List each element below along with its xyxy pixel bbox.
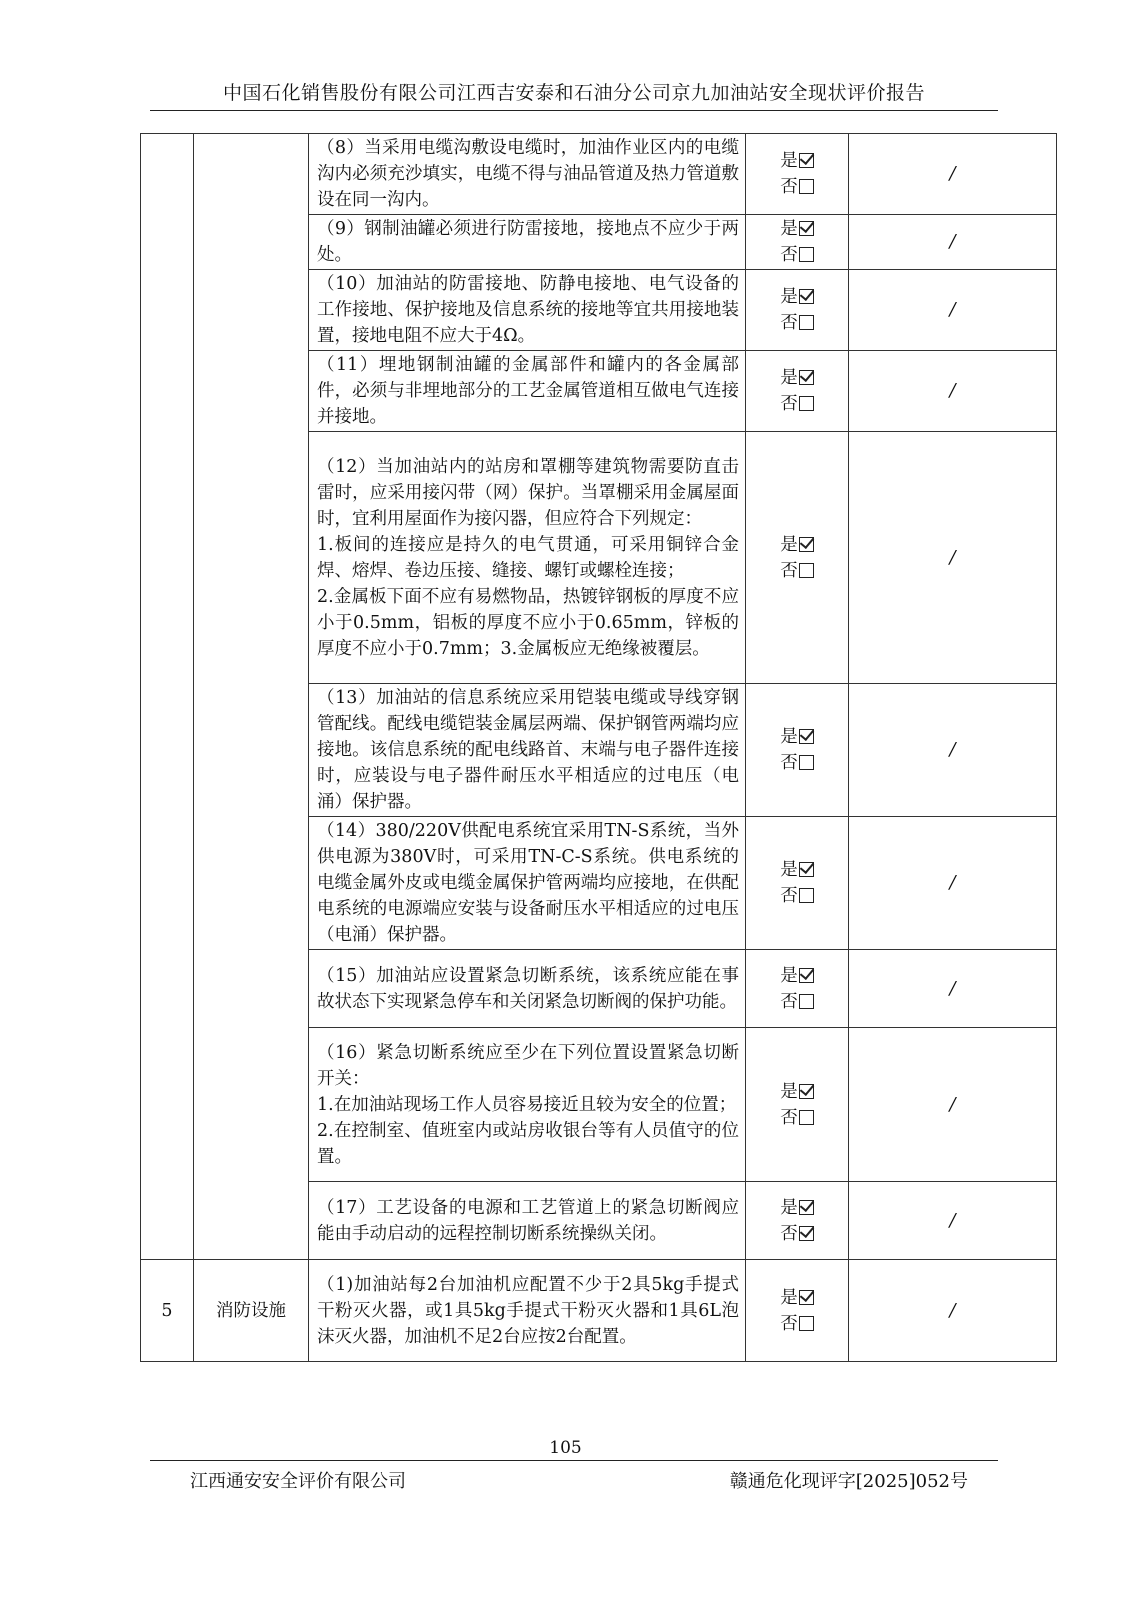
- checked-box-icon[interactable]: [799, 289, 814, 304]
- cell-result: [746, 134, 849, 215]
- remark-text: /: [949, 872, 956, 893]
- result-option-yes: [746, 1079, 848, 1105]
- cell-requirement: （8）当采用电缆沟敷设电缆时，加油作业区内的电缆沟内必须充沙填实，电缆不得与油品管道及热力管道敷设在同一沟内。: [309, 134, 746, 215]
- cell-requirement: （16）紧急切断系统应至少在下列位置设置紧急切断开关： 1.在加油站现场工作人员容易接近且较为安全的位置； 2.在控制室、值班室内或站房收银台等有人员值守的位置。: [309, 1028, 746, 1182]
- cell-number: [141, 134, 194, 1260]
- result-option-no: [746, 1311, 848, 1337]
- remark-text: /: [949, 739, 956, 760]
- empty-box-icon[interactable]: [799, 1316, 814, 1331]
- cell-result: [746, 432, 849, 684]
- cell-remark: [849, 817, 1057, 950]
- result-option-yes: [746, 284, 848, 310]
- result-option-yes: [746, 857, 848, 883]
- checked-box-icon[interactable]: [799, 729, 814, 744]
- result-option-no: [746, 1221, 848, 1247]
- cell-result: [746, 351, 849, 432]
- result-label-no: 否: [780, 177, 798, 197]
- cell-result: [746, 270, 849, 351]
- empty-box-icon[interactable]: [799, 396, 814, 411]
- result-label-yes: 是: [780, 965, 798, 986]
- result-label-no: 否: [780, 886, 798, 906]
- result-label-yes: 是: [780, 727, 798, 747]
- remark-text: /: [949, 380, 956, 401]
- cell-remark: [849, 1028, 1057, 1182]
- remark-text: /: [949, 299, 956, 320]
- result-label-no: 否: [780, 1313, 798, 1334]
- empty-box-icon[interactable]: [799, 888, 814, 903]
- result-option-no: [746, 242, 848, 268]
- cell-item: 消防设施: [194, 1260, 309, 1362]
- cell-requirement: （10）加油站的防雷接地、防静电接地、电气设备的工作接地、保护接地及信息系统的接地等宜共用接地装置，接地电阻不应大于4Ω。: [309, 270, 746, 351]
- result-label-yes: 是: [780, 1287, 798, 1308]
- cell-remark: [849, 432, 1057, 684]
- empty-box-icon[interactable]: [799, 563, 814, 578]
- cell-number: 5: [141, 1260, 194, 1362]
- result-option-yes: [746, 963, 848, 989]
- remark-text: /: [949, 977, 956, 999]
- cell-result: [746, 684, 849, 817]
- empty-box-icon[interactable]: [799, 1110, 814, 1125]
- remark-text: /: [949, 1209, 956, 1231]
- cell-remark: [849, 684, 1057, 817]
- remark-text: /: [949, 1299, 956, 1321]
- result-label-yes: 是: [780, 151, 798, 171]
- result-option-no: [746, 1105, 848, 1131]
- cell-remark: [849, 134, 1057, 215]
- cell-requirement: （9）钢制油罐必须进行防雷接地，接地点不应少于两处。: [309, 215, 746, 270]
- cell-item: [194, 134, 309, 1260]
- cell-result: [746, 215, 849, 270]
- result-label-yes: 是: [780, 860, 798, 880]
- cell-result: [746, 1182, 849, 1260]
- result-label-no: 否: [780, 991, 798, 1012]
- result-label-yes: 是: [780, 534, 798, 555]
- cell-remark: [849, 950, 1057, 1028]
- footer-company: 江西通安安全评价有限公司: [190, 1471, 406, 1492]
- result-label-no: 否: [780, 1223, 798, 1244]
- cell-requirement: （11）埋地钢制油罐的金属部件和罐内的各金属部件，必须与非埋地部分的工艺金属管道相互做电气连接并接地。: [309, 351, 746, 432]
- result-label-yes: 是: [780, 368, 798, 388]
- table-row: [141, 134, 1057, 215]
- result-option-no: [746, 883, 848, 909]
- cell-result: [746, 950, 849, 1028]
- result-option-no: [746, 558, 848, 584]
- result-label-yes: 是: [780, 1197, 798, 1218]
- empty-box-icon[interactable]: [799, 755, 814, 770]
- report-title: 中国石化销售股份有限公司江西吉安泰和石油分公司京九加油站安全现状评价报告: [222, 82, 925, 104]
- cell-requirement: （1)加油站每2台加油机应配置不少于2具5kg手提式干粉灭火器，或1具5kg手提式干粉灭火器和1具6L泡沫灭火器，加油机不足2台应按2台配置。: [309, 1260, 746, 1362]
- footer-report-number: 赣通危化现评字[2025]052号: [729, 1471, 968, 1492]
- page-number: 105: [549, 1438, 582, 1458]
- result-label-no: 否: [780, 560, 798, 581]
- result-label-no: 否: [780, 753, 798, 773]
- remark-text: /: [949, 163, 956, 184]
- cell-result: [746, 817, 849, 950]
- result-label-no: 否: [780, 1107, 798, 1128]
- result-label-yes: 是: [780, 219, 798, 239]
- result-label-no: 否: [780, 245, 798, 265]
- cell-requirement: （14）380/220V供配电系统宜采用TN-S系统，当外供电源为380V时，可采用TN-C-S系统。供电系统的电缆金属外皮或电缆金属保护管两端均应接地，在供配电系统的电源端应安装与设备耐压水平相适应的过电压（电涌）保护器。: [309, 817, 746, 950]
- result-option-no: [746, 750, 848, 776]
- table-row: [141, 1260, 1057, 1362]
- result-label-no: 否: [780, 313, 798, 333]
- cell-remark: [849, 270, 1057, 351]
- result-option-no: [746, 310, 848, 336]
- cell-result: [746, 1260, 849, 1362]
- result-option-no: [746, 989, 848, 1015]
- result-option-yes: [746, 148, 848, 174]
- checked-box-icon[interactable]: [799, 370, 814, 385]
- cell-remark: [849, 1260, 1057, 1362]
- remark-text: /: [949, 1093, 956, 1115]
- cell-remark: [849, 215, 1057, 270]
- empty-box-icon[interactable]: [799, 247, 814, 262]
- checked-box-icon[interactable]: [799, 968, 814, 983]
- remark-text: /: [949, 231, 956, 252]
- cell-requirement: （12）当加油站内的站房和罩棚等建筑物需要防直击雷时，应采用接闪带（网）保护。当罩棚采用金属屋面时，宜利用屋面作为接闪器，但应符合下列规定： 1.板间的连接应是持久的电气贯通，可采用铜锌合金焊、熔焊、卷边压接、缝接、螺钉或螺栓连接； 2.金属板下面不应有易燃物品，热镀锌钢板的厚度不应小于0.5mm，铝板的厚度不应小于0.65mm，锌板的厚度不应小于0.7mm；3.金属板应无绝缘被覆层。: [309, 432, 746, 684]
- page-footer: [150, 1460, 998, 1492]
- empty-box-icon[interactable]: [799, 994, 814, 1009]
- result-option-yes: [746, 365, 848, 391]
- result-label-yes: 是: [780, 287, 798, 307]
- cell-requirement: （13）加油站的信息系统应采用铠装电缆或导线穿钢管配线。配线电缆铠装金属层两端、保护钢管两端均应接地。该信息系统的配电线路首、末端与电子器件连接时，应装设与电子器件耐压水平相适应的过电压（电涌）保护器。: [309, 684, 746, 817]
- empty-box-icon[interactable]: [799, 315, 814, 330]
- result-option-no: [746, 174, 848, 200]
- empty-box-icon[interactable]: [799, 179, 814, 194]
- cell-requirement: （17）工艺设备的电源和工艺管道上的紧急切断阀应能由手动启动的远程控制切断系统操纵关闭。: [309, 1182, 746, 1260]
- checked-box-icon[interactable]: [799, 221, 814, 236]
- result-option-yes: [746, 724, 848, 750]
- page-header: [150, 80, 998, 111]
- checked-box-icon[interactable]: [799, 862, 814, 877]
- result-option-yes: [746, 1285, 848, 1311]
- checked-box-icon[interactable]: [799, 1290, 814, 1305]
- remark-text: /: [949, 546, 956, 568]
- result-label-no: 否: [780, 394, 798, 414]
- cell-requirement: （15）加油站应设置紧急切断系统，该系统应能在事故状态下实现紧急停车和关闭紧急切断阀的保护功能。: [309, 950, 746, 1028]
- checked-box-icon[interactable]: [799, 537, 814, 552]
- checked-box-icon[interactable]: [799, 1226, 814, 1241]
- table-body: [141, 134, 1057, 1362]
- result-option-yes: [746, 532, 848, 558]
- checked-box-icon[interactable]: [799, 1200, 814, 1215]
- cell-remark: [849, 351, 1057, 432]
- cell-remark: [849, 1182, 1057, 1260]
- checked-box-icon[interactable]: [799, 1084, 814, 1099]
- inspection-checklist-table: [140, 133, 1057, 1362]
- cell-result: [746, 1028, 849, 1182]
- result-option-yes: [746, 216, 848, 242]
- result-option-yes: [746, 1195, 848, 1221]
- checked-box-icon[interactable]: [799, 153, 814, 168]
- result-option-no: [746, 391, 848, 417]
- result-label-yes: 是: [780, 1081, 798, 1102]
